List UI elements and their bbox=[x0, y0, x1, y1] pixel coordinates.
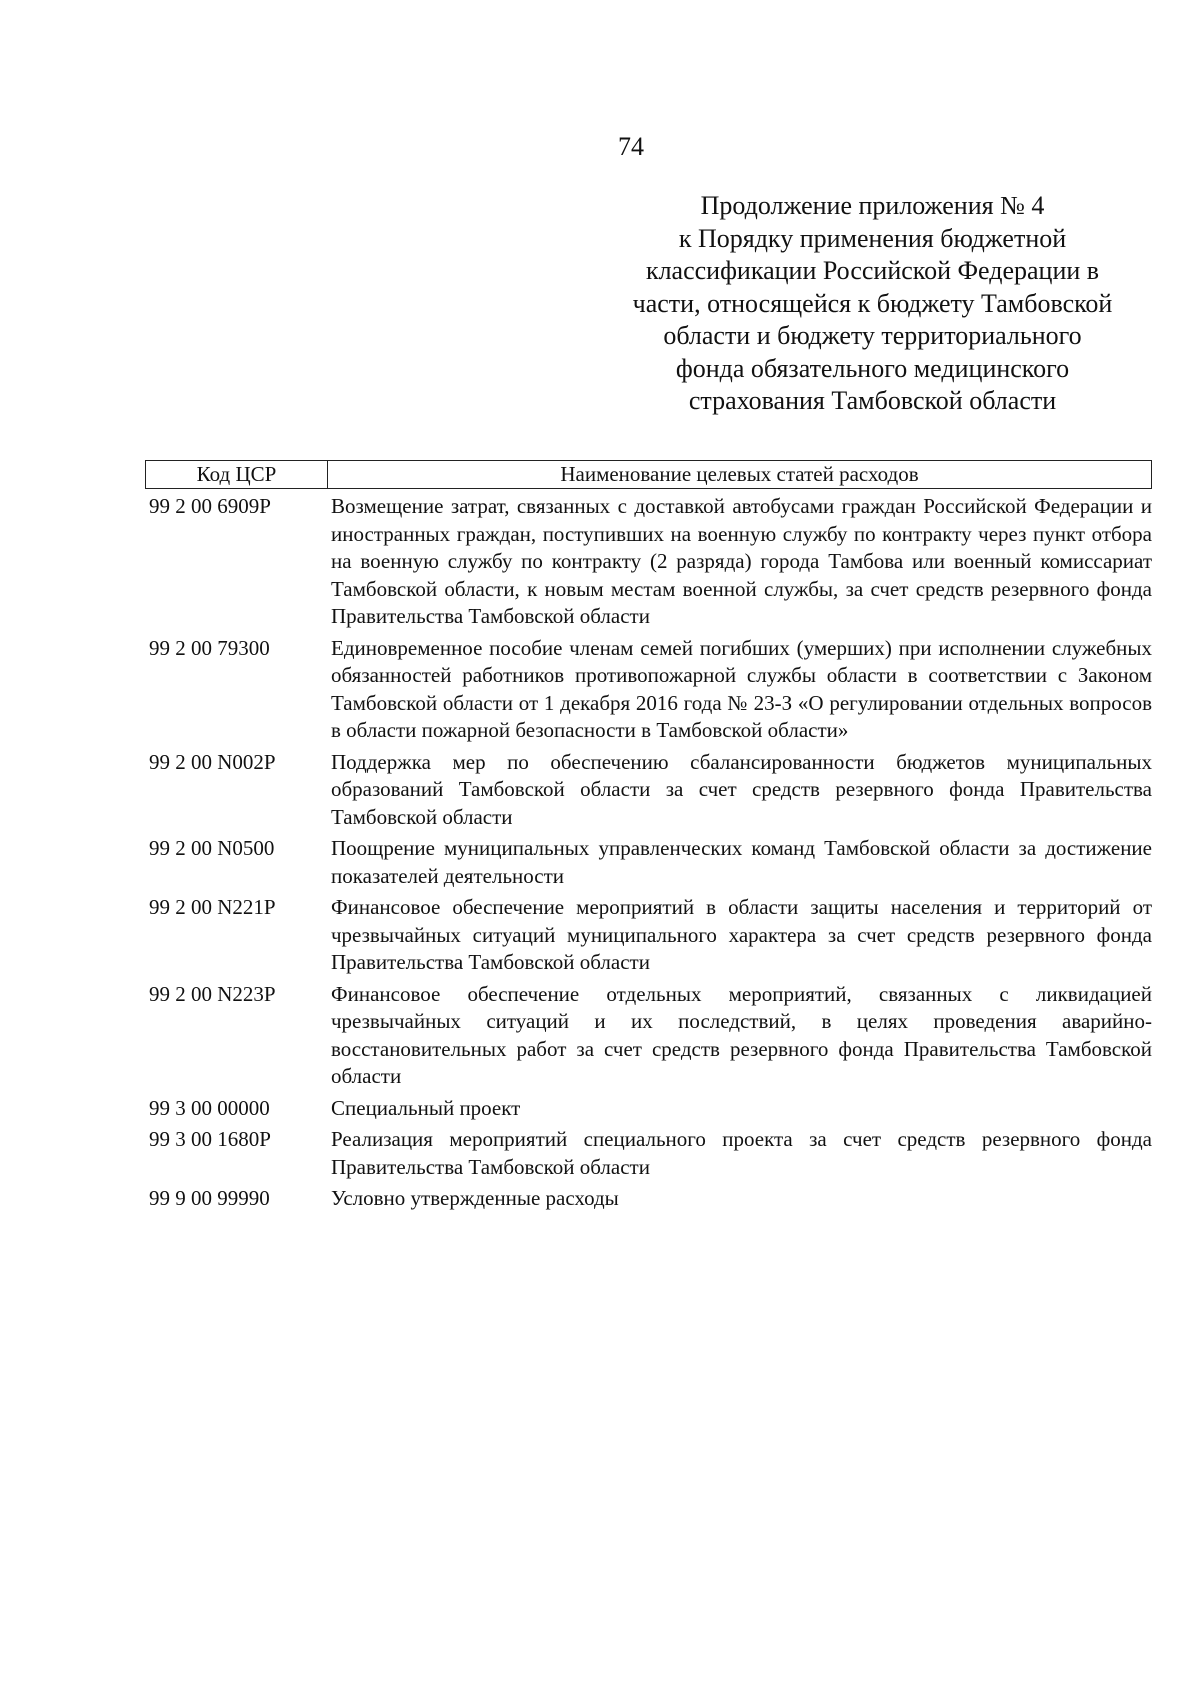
table-header bbox=[145, 460, 1152, 489]
row-code: 99 2 00 6909Р bbox=[149, 494, 271, 518]
row-code: 99 3 00 00000 bbox=[149, 1095, 270, 1120]
header-code: Код ЦСР bbox=[146, 461, 328, 488]
row-name: Единовременное пособие членам семей погибших (умерших) при исполнении служебных обязанностей работников противопожарной службы области в соответствии с Законом Тамбовской области от 1 декабря 2016 года № 23-З «О регулировании отдельных вопросов в области пожарной безопасности в Тамбовской области» bbox=[331, 635, 1152, 742]
row-name: Поддержка мер по обеспечению сбалансированности бюджетов муниципальных образований Тамбовской области за счет средств резервного фонда Правительства Тамбовской области bbox=[331, 749, 1152, 829]
header-line: фонда обязательного медицинского bbox=[675, 353, 1070, 383]
row-name: Финансовое обеспечение отдельных мероприятий, связанных с ликвидацией чрезвычайных ситуаций и их последствий, в целях проведения аварийно-восстановительных работ за счет средств резервного фонда Правительства Тамбовской области bbox=[331, 981, 1152, 1088]
table-row bbox=[145, 1095, 1152, 1123]
row-name: Возмещение затрат, связанных с доставкой автобусами граждан Российской Федерации и иностранных граждан, поступивших на военную службу по контракту через пункт отбора на военную службу по контракту (2 разряда) города Тамбова или военный комиссариат Тамбовской области, к новым местам военной службы, за счет средств резервного фонда Правительства Тамбовской области bbox=[331, 494, 1152, 628]
row-code: 99 2 00 N223Р bbox=[149, 981, 276, 1006]
table-row bbox=[145, 635, 1152, 745]
appendix-header bbox=[590, 190, 1155, 418]
header-line: классификации Российской Федерации в bbox=[645, 256, 1100, 285]
row-code: 99 2 00 N221Р bbox=[149, 895, 276, 919]
header-line: области и бюджету территориального bbox=[663, 321, 1082, 350]
table-row bbox=[145, 894, 1152, 977]
table-row bbox=[145, 1126, 1152, 1181]
row-name: Специальный проект bbox=[331, 1095, 521, 1120]
row-name: Реализация мероприятий специального проекта за счет средств резервного фонда Правительства Тамбовской области bbox=[331, 1127, 1152, 1179]
row-code: 99 9 00 99990 bbox=[149, 1186, 270, 1210]
table-row bbox=[145, 1185, 1152, 1213]
header-name: Наименование целевых статей расходов bbox=[560, 462, 919, 486]
row-name: Финансовое обеспечение мероприятий в области защиты населения и территорий от чрезвычайных ситуаций муниципального характера за счет средств резервного фонда Правительства Тамбовской области bbox=[331, 895, 1152, 974]
page-number: 74 bbox=[618, 132, 644, 161]
header-line: страхования Тамбовской области bbox=[688, 386, 1057, 415]
row-code: 99 2 00 79300 bbox=[149, 635, 270, 660]
row-code: 99 2 00 N002Р bbox=[149, 749, 276, 774]
header-line: Продолжение приложения № 4 bbox=[700, 191, 1045, 220]
expense-table bbox=[145, 460, 1152, 1213]
row-code: 99 2 00 N0500 bbox=[149, 836, 275, 860]
row-name: Условно утвержденные расходы bbox=[331, 1186, 619, 1210]
table-row bbox=[145, 981, 1152, 1091]
table-row bbox=[145, 493, 1152, 631]
header-line: к Порядку применения бюджетной bbox=[678, 223, 1067, 253]
table-row bbox=[145, 749, 1152, 832]
row-name: Поощрение муниципальных управленческих команд Тамбовской области за достижение показателей деятельности bbox=[331, 836, 1152, 888]
table-row bbox=[145, 835, 1152, 890]
header-line: части, относящейся к бюджету Тамбовской bbox=[632, 288, 1113, 318]
row-code: 99 3 00 1680Р bbox=[149, 1127, 271, 1151]
